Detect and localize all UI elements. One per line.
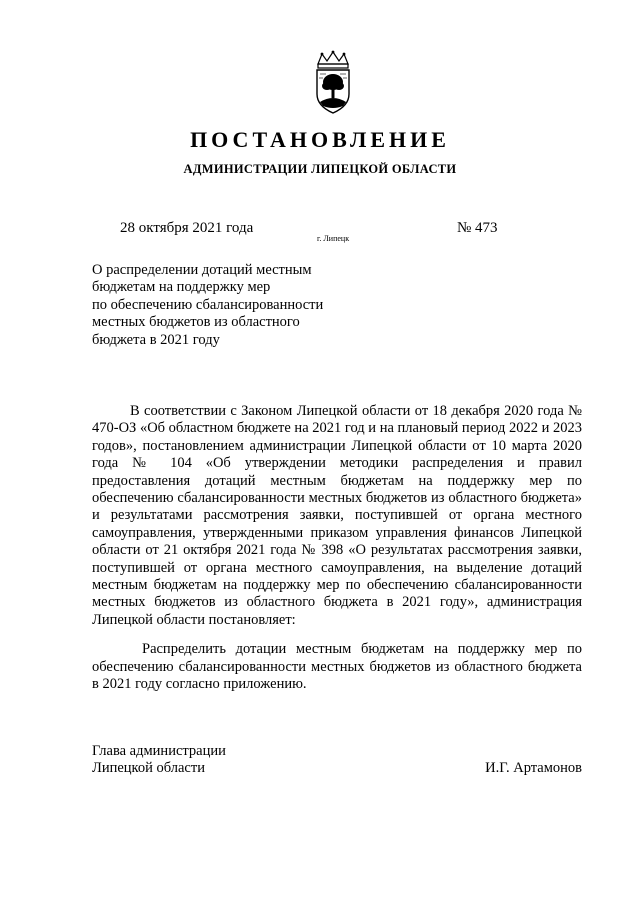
signatory-position-line: Глава администрации [92, 743, 226, 759]
signatory-position [92, 743, 226, 778]
subject-line: бюджета в 2021 году [92, 331, 220, 348]
lipetsk-oblast-coat-of-arms-icon [310, 50, 356, 116]
subject-line: бюджетам на поддержку мер [92, 279, 271, 296]
subject-line: О распределении дотаций местным [92, 262, 312, 278]
subject-line: по обеспечению сбалансированности [92, 296, 324, 313]
signatory-name: И.Г. Артамонов [485, 760, 582, 776]
body-paragraph-preamble: В соответствии с Законом Липецкой области от 18 декабря 2020 года № 470-ОЗ «Об областном бюджете на 2021 год и на плановый период 2022 и 2023 годов», постановлением администрации Липецкой области от 10 марта 2020 года № 104 «Об утверждении методики распределения и правил предоставления дотаций местным бюджетам на поддержку мер по обеспечению сбалансированности местных бюджетов из областного бюджета» и результатами рассмотрения заявки, поступившей от органа местного самоуправления, утвержденными приказом управления финансов Липецкой области от 21 октября 2021 года № 398 «О результатах рассмотрения заявки, поступившей от органа местного самоуправления, на выделение дотаций местным бюджетам на поддержку мер по обеспечению сбалансированности местных бюджетов из областного бюджета в 2021 году», администрация Липецкой области постановляет: [92, 403, 582, 628]
signatory-position-line: Липецкой области [92, 760, 205, 777]
document-number: № 473 [457, 220, 498, 236]
document-subject [92, 262, 323, 349]
document-subtitle: АДМИНИСТРАЦИИ ЛИПЕЦКОЙ ОБЛАСТИ [183, 162, 457, 176]
document-body [92, 403, 582, 694]
document-title: ПОСТАНОВЛЕНИЕ [190, 127, 450, 152]
document-date: 28 октября 2021 года [120, 220, 254, 236]
subject-line: местных бюджетов из областного [92, 314, 300, 331]
body-paragraph-resolution: Распределить дотации местным бюджетам на поддержку мер по обеспечению сбалансированности местных бюджетов из областного бюджета в 2021 году согласно приложению. [92, 641, 582, 693]
document-city: г. Липецк [317, 234, 350, 243]
